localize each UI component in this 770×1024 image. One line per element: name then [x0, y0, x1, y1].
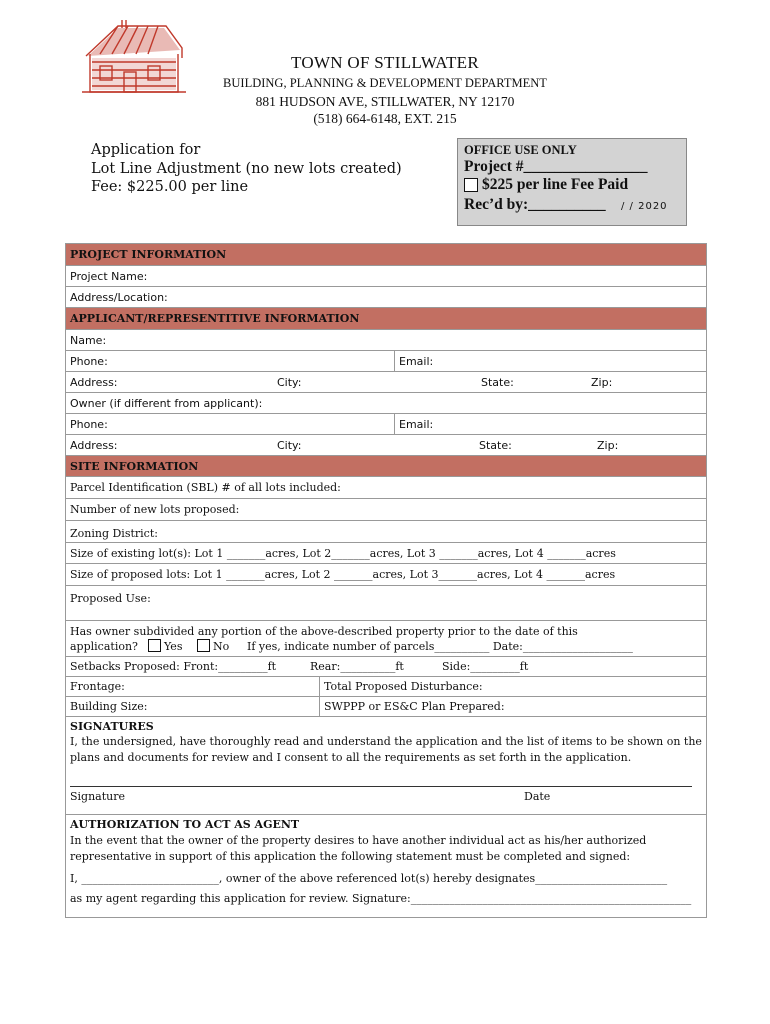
agent-signature-field[interactable]: as my agent regarding this application for review. Signature:___________________________________________________ — [70, 892, 692, 905]
field-label: Size of existing lot(s): Lot 1 _______acres, Lot 2_______acres, Lot 3 _______acres, Lot 4 _______acres — [70, 547, 616, 560]
question-text-cont: application? — [70, 640, 138, 653]
applicant-email-label[interactable]: Email: — [399, 355, 434, 368]
owner-email-label[interactable]: Email: — [399, 418, 434, 431]
owner-city-label[interactable]: City: — [277, 439, 302, 452]
field-label: Size of proposed lots: Lot 1 _______acres, Lot 2 _______acres, Lot 3_______acres, Lot 4 _______acres — [70, 568, 616, 581]
field-label: Zoning District: — [70, 527, 158, 540]
agent-authorization-block — [66, 815, 706, 918]
application-title — [91, 141, 402, 197]
zoning-field[interactable] — [66, 521, 706, 543]
rear-setback-field[interactable]: Rear:__________ft — [310, 660, 404, 673]
application-form — [65, 243, 707, 918]
no-checkbox[interactable] — [197, 639, 210, 652]
front-setback-field[interactable]: Setbacks Proposed: Front:_________ft — [70, 660, 277, 673]
field-label: Number of new lots proposed: — [70, 503, 240, 516]
project-name-field[interactable] — [66, 266, 706, 287]
section-applicant-information — [66, 308, 706, 330]
prior-subdivision-row — [66, 621, 706, 657]
divider — [319, 697, 320, 716]
signatures-title: SIGNATURES — [70, 720, 154, 733]
field-label: Project Name: — [70, 270, 148, 283]
signatures-block — [66, 717, 706, 815]
agent-designation-field[interactable]: I, _________________________, owner of the above referenced lot(s) hereby designates________________________ — [70, 872, 668, 885]
office-use-box — [457, 138, 687, 226]
fee-paid-label: $225 per line Fee Paid — [482, 176, 629, 193]
proposed-use-field[interactable] — [66, 586, 706, 621]
divider — [319, 677, 320, 696]
setbacks-row — [66, 657, 706, 677]
sbl-field[interactable] — [66, 477, 706, 499]
agent-text-1: In the event that the owner of the property desires to have another individual act as his/her authorized — [70, 834, 647, 847]
field-label: Proposed Use: — [70, 592, 151, 605]
field-label: Parcel Identification (SBL) # of all lots included: — [70, 481, 341, 494]
application-line-1: Application for — [91, 142, 201, 158]
applicant-phone-email-row — [66, 351, 706, 372]
applicant-address-row — [66, 372, 706, 393]
date-label: Date — [524, 790, 551, 803]
signatures-text-2: plans and documents for review and I consent to all the requirements as set forth in the application. — [70, 751, 632, 764]
applicant-address-label[interactable]: Address: — [70, 376, 118, 389]
proposed-lot-sizes-row[interactable] — [66, 564, 706, 586]
fee-paid-checkbox[interactable] — [464, 178, 478, 192]
no-label: No — [213, 640, 230, 653]
fee-paid-row — [464, 176, 628, 194]
applicant-city-label[interactable]: City: — [277, 376, 302, 389]
office-use-title: OFFICE USE ONLY — [464, 143, 577, 157]
section-project-information — [66, 244, 706, 266]
owner-row[interactable] — [66, 393, 706, 414]
owner-zip-label[interactable]: Zip: — [597, 439, 619, 452]
applicant-zip-label[interactable]: Zip: — [591, 376, 613, 389]
application-line-2: Lot Line Adjustment (no new lots created) — [91, 160, 402, 177]
existing-lot-sizes-row[interactable] — [66, 543, 706, 564]
owner-state-label[interactable]: State: — [479, 439, 512, 452]
section-title: PROJECT INFORMATION — [70, 248, 227, 261]
field-label: Address/Location: — [70, 291, 168, 304]
project-address-field[interactable] — [66, 287, 706, 308]
received-date: / / 2020 — [621, 201, 668, 212]
owner-phone-label[interactable]: Phone: — [70, 418, 108, 431]
yes-label: Yes — [164, 640, 183, 653]
agent-title: AUTHORIZATION TO ACT AS AGENT — [70, 818, 300, 831]
new-lots-field[interactable] — [66, 499, 706, 521]
signatures-text-1: I, the undersigned, have thoroughly read and understand the application and the list of items to be shown on the — [70, 735, 702, 748]
building-size-row — [66, 697, 706, 717]
department-name: BUILDING, PLANNING & DEVELOPMENT DEPARTMENT — [223, 76, 547, 90]
owner-address-row — [66, 435, 706, 456]
department-address: 881 HUDSON AVE, STILLWATER, NY 12170 — [255, 94, 515, 109]
parcels-date-field[interactable]: If yes, indicate number of parcels__________ Date:____________________ — [247, 640, 633, 653]
frontage-field[interactable]: Frontage: — [70, 680, 125, 693]
applicant-name-field[interactable] — [66, 330, 706, 351]
section-site-information — [66, 456, 706, 477]
building-size-field[interactable]: Building Size: — [70, 700, 148, 713]
disturbance-field[interactable]: Total Proposed Disturbance: — [324, 680, 483, 693]
signature-label: Signature — [70, 790, 126, 803]
applicant-phone-label[interactable]: Phone: — [70, 355, 108, 368]
divider — [394, 351, 395, 371]
field-label: Name: — [70, 334, 107, 347]
project-number-field[interactable]: Project #________________ — [464, 158, 648, 175]
section-title: SITE INFORMATION — [70, 460, 199, 473]
yes-checkbox[interactable] — [148, 639, 161, 652]
applicant-state-label[interactable]: State: — [481, 376, 514, 389]
application-fee: Fee: $225.00 per line — [91, 179, 249, 195]
divider — [394, 414, 395, 434]
department-phone: (518) 664-6148, EXT. 215 — [313, 111, 457, 126]
received-by-field[interactable]: Rec’d by:__________ — [464, 196, 606, 213]
section-title: APPLICANT/REPRESENTITIVE INFORMATION — [70, 312, 360, 325]
agent-text-2: representative in support of this application the following statement must be completed and signed: — [70, 850, 631, 863]
question-text: Has owner subdivided any portion of the above-described property prior to the date of this — [70, 625, 578, 638]
frontage-row — [66, 677, 706, 697]
swppp-field[interactable]: SWPPP or ES&C Plan Prepared: — [324, 700, 505, 713]
town-title: TOWN OF STILLWATER — [291, 53, 479, 72]
side-setback-field[interactable]: Side:_________ft — [442, 660, 529, 673]
field-label: Owner (if different from applicant): — [70, 397, 263, 410]
signature-line[interactable] — [70, 786, 692, 787]
owner-phone-email-row — [66, 414, 706, 435]
owner-address-label[interactable]: Address: — [70, 439, 118, 452]
